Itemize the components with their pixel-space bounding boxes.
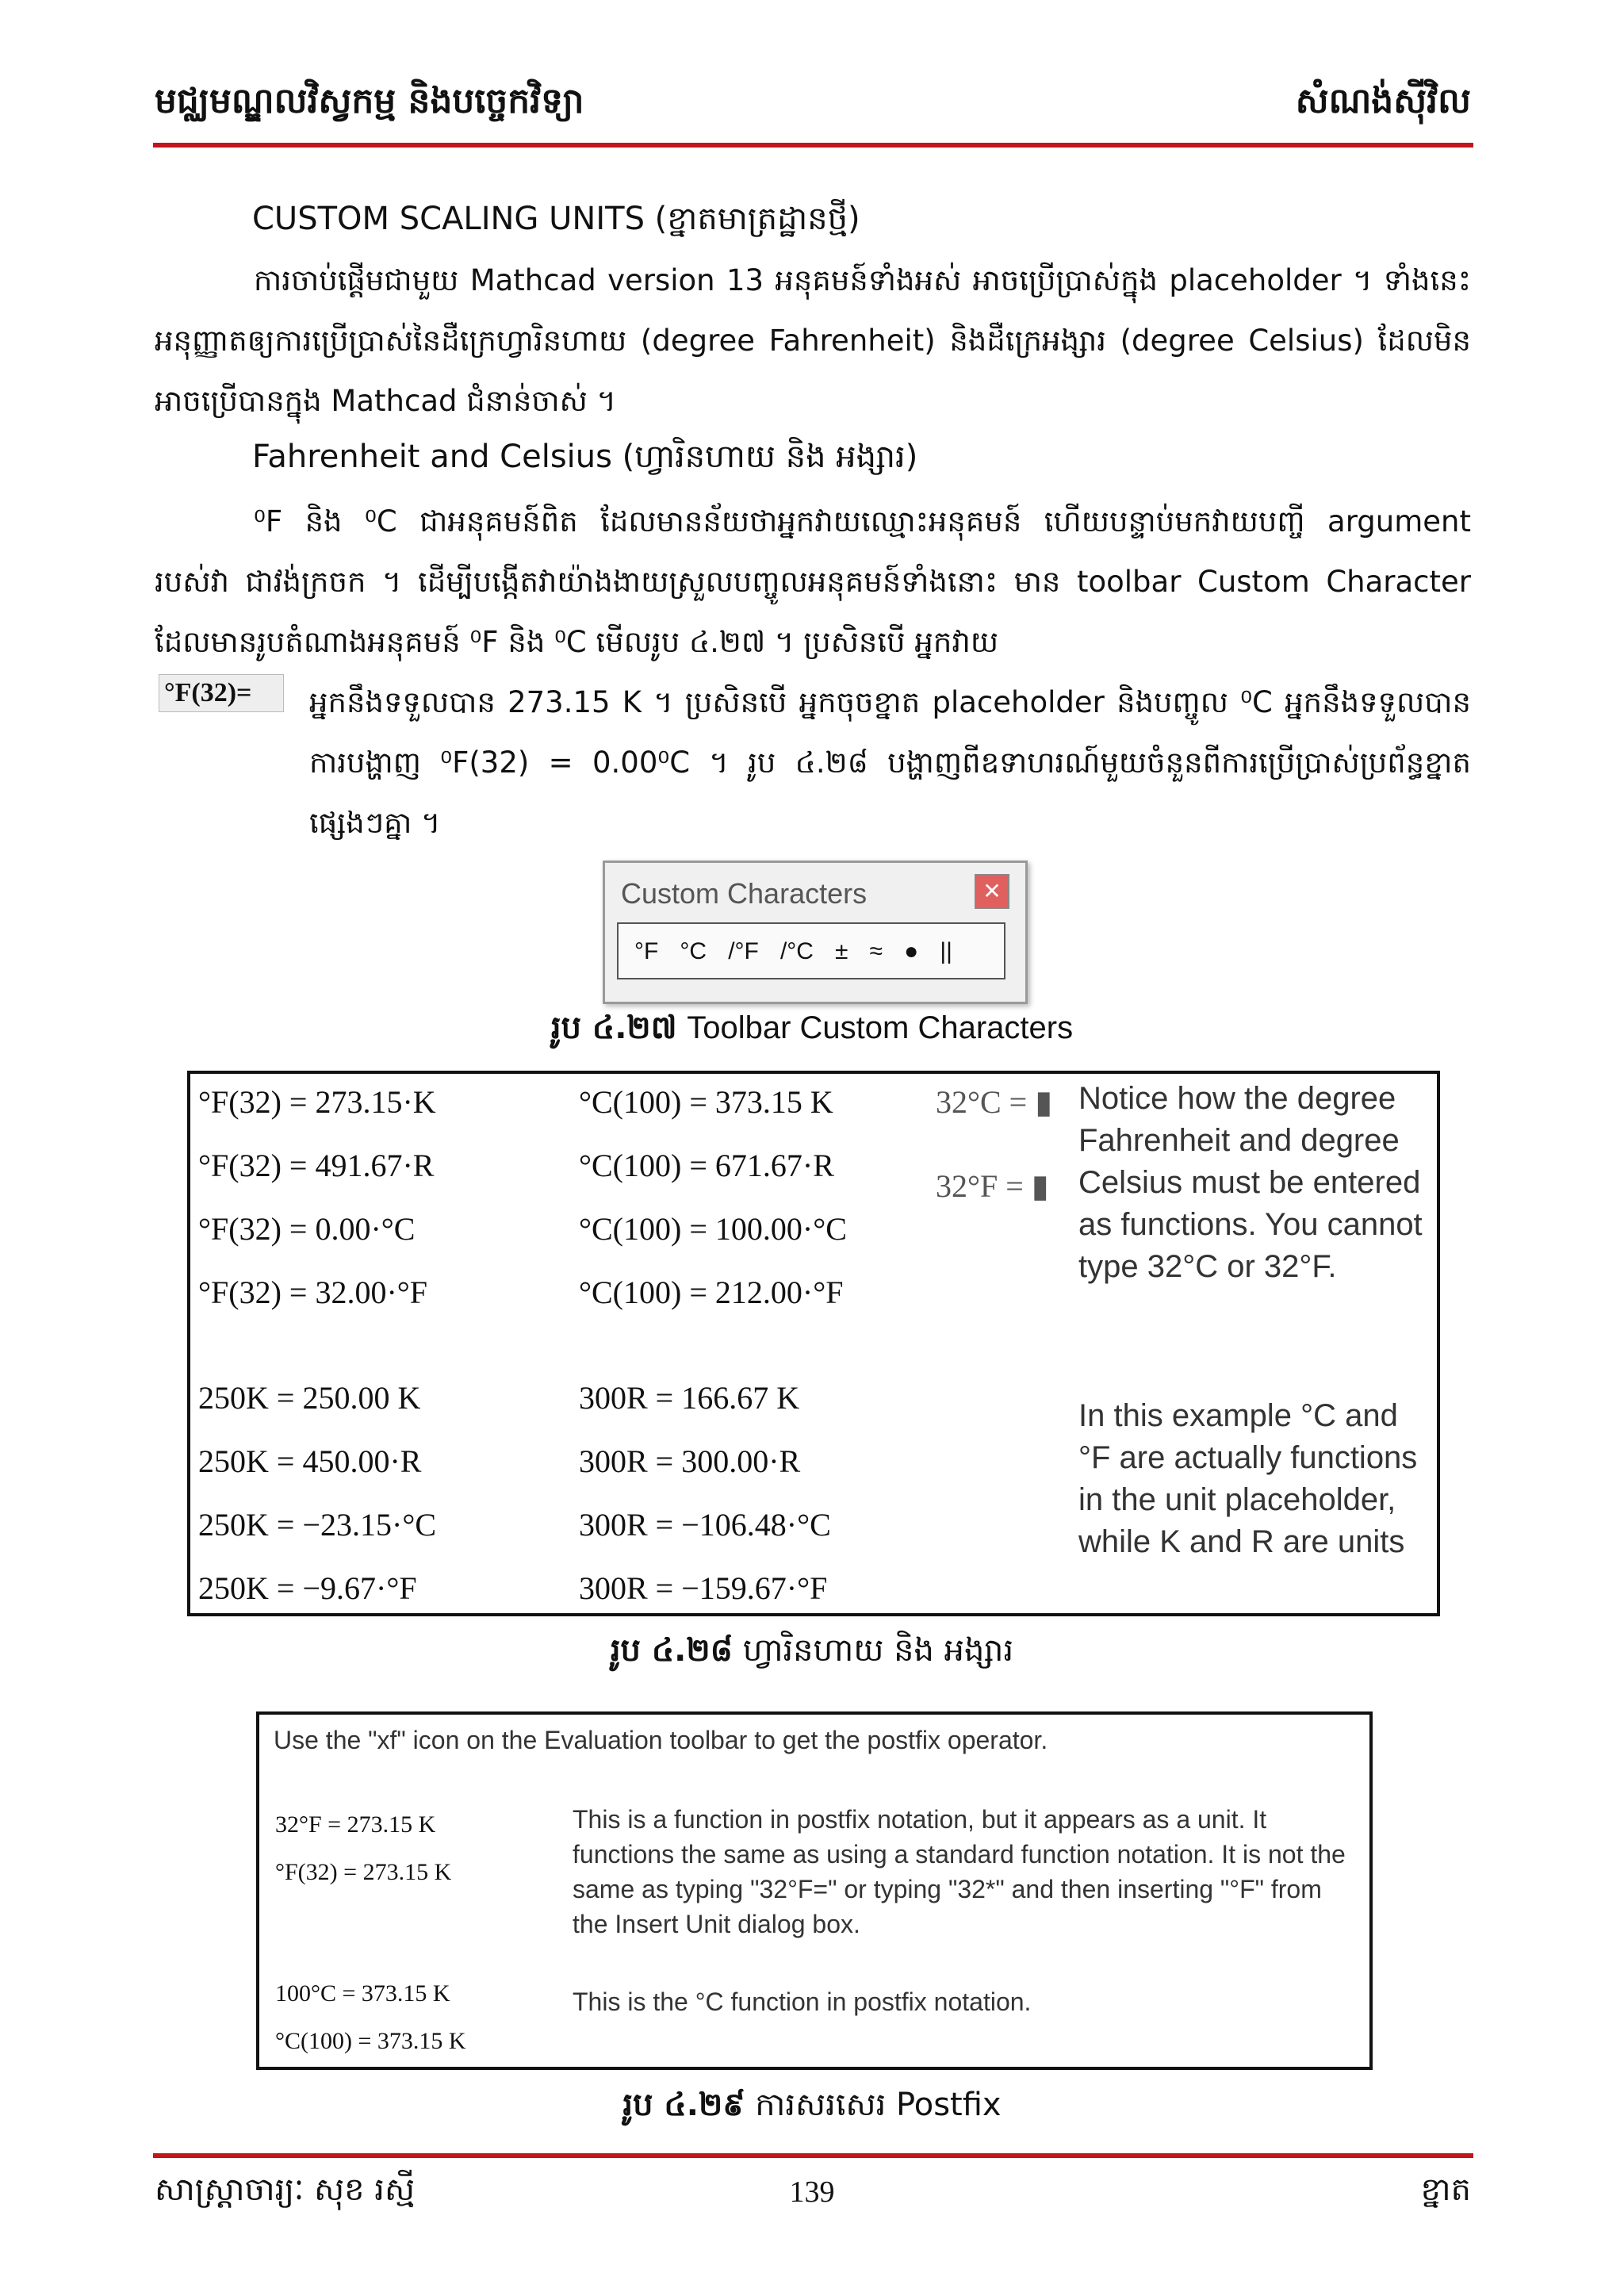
postfix-c-explanation: This is the °C function in postfix notation. [573,1987,1032,2016]
table-cell: °C(100) = 373.15 K [579,1084,833,1120]
toolbar-title: Custom Characters [621,877,868,910]
page-header-right: សំណង់ស៊ីវិល [1295,81,1471,121]
figure-title-29: ការសរសេរ Postfix [755,2087,1002,2123]
close-icon[interactable]: ✕ [975,874,1009,909]
table-cell: 250K = −9.67·°F [198,1570,417,1606]
function-equation: °F(32) = 273.15 K [275,1859,452,1885]
figure-title-28: ហ្វារិនហាយ និង អង្សារ [742,1632,1014,1669]
inline-expression-image: °F(32)= [159,674,284,712]
figure-number-28: រូប ៤.២៨ [610,1632,733,1669]
per-degree-c-button[interactable]: /°C [779,938,814,964]
figure-title-27: Toolbar Custom Characters [687,1010,1074,1045]
table-cell: °F(32) = 32.00·°F [198,1274,428,1310]
table-cell: °F(32) = 0.00·°C [198,1211,416,1247]
footer-author: សាស្ត្រាចារ្យៈ សុខ រស្មី [155,2171,416,2208]
toolbar-button-row [617,922,1005,979]
paragraph-result: អ្នកនឹងទទួលបាន 273.15 K ។ ប្រសិនបើ អ្នកចុចខ្នាត placeholder និងបញ្ចូល ⁰C អ្នកនឹងទទួលបានការបង្ហាញ ⁰F(32) = 0.00⁰C ។ រូប ៤.២៨ បង្ហាញពីឧទាហរណ៍មួយចំនួនពីការប្រើប្រាស់ប្រព័ន្ធខ្នាតផ្សេងៗគ្នា ។ [309,685,1471,840]
figure-caption-28 [0,1630,1624,1677]
table-cell: 250K = −23.15·°C [198,1507,436,1543]
table-cell: 300R = −159.67·°F [579,1570,828,1606]
parallel-button[interactable]: || [940,938,952,964]
table-cell: °C(100) = 671.67·R [579,1148,834,1183]
error-example-c: 32°C = ▮ [936,1084,1053,1120]
header-rule [153,143,1473,148]
figure-number-27: រូប ៤.២៧ [550,1010,677,1046]
table-cell: 300R = −106.48·°C [579,1507,831,1543]
approx-button[interactable]: ≈ [869,938,883,964]
error-example-f: 32°F = ▮ [936,1168,1049,1204]
postfix-equation: 100°C = 373.15 K [275,1980,450,2007]
table-cell: 300R = 300.00·R [579,1443,801,1479]
postfix-explanation: This is a function in postfix notation, but it appears as a unit. It functions the same as using a standard function notation. It is not the same as typing "32°F=" or typing "32*" and then inserting "°F" from the Insert Unit dialog box. [573,1805,1346,1938]
postfix-example-box [256,1711,1373,2070]
per-degree-f-button[interactable]: /°F [728,938,759,964]
table-cell: °C(100) = 212.00·°F [579,1274,844,1310]
bullet-button[interactable]: ● [904,938,919,964]
paragraph-functions: ⁰F និង ⁰C ជាអនុគមន៍ពិត ដែលមានន័យថាអ្នកវាយឈ្មោះអនុគមន៍ ហើយបន្ទាប់មកវាយបញ្ចី argument របស់វា ជាវង់ក្រចក ។ ដើម្បីបង្កើតវាយ៉ាងងាយស្រួលបញ្ចូលអនុគមន៍ទាំងនោះ មាន toolbar Custom Character ដែលមានរូបតំណាងអនុគមន៍ ⁰F និង ⁰C មើលរូប ៤.២៧ ។ ប្រសិនបើ អ្នកវាយ [155,504,1471,659]
postfix-equation: 32°F = 273.15 K [275,1811,436,1838]
footer-rule [153,2153,1473,2158]
table-note-units: In this example °C and °F are actually functions in the unit placeholder, while K and R are units [1078,1398,1418,1559]
footer-chapter: ខ្នាត [1420,2171,1471,2208]
function-equation: °C(100) = 373.15 K [275,2028,466,2054]
degree-c-button[interactable]: °C [680,938,707,964]
postfix-intro: Use the "xf" icon on the Evaluation toolbar to get the postfix operator. [274,1726,1048,1754]
table-cell: 250K = 250.00 K [198,1380,421,1416]
plus-minus-button[interactable]: ± [835,938,848,964]
figure-caption-29 [0,2084,1624,2131]
page-number: 139 [789,2175,835,2209]
fahrenheit-celsius-table [187,1071,1440,1616]
degree-f-button[interactable]: °F [634,938,659,964]
section-heading-custom-scaling: CUSTOM SCALING UNITS (ខ្នាតមាត្រដ្ឋានថ្មី) [252,201,860,237]
figure-number-29: រូប ៤.២៩ [622,2087,745,2123]
custom-characters-toolbar [603,861,1028,1004]
figure-caption-27 [0,1007,1624,1054]
table-cell: °F(32) = 491.67·R [198,1148,435,1183]
paragraph-intro: ការចាប់ផ្តើមជាមួយ Mathcad version 13 អនុគមន៍ទាំងអស់ អាចប្រើប្រាស់ក្នុង placeholder ។ ទាំងនេះ អនុញ្ញាតឲ្យការប្រើប្រាស់នៃដឺក្រេហ្វារិនហាយ (degree Fahrenheit) និងដឺក្រេអង្សារ (degree Celsius) ដែលមិនអាចប្រើបានក្នុង Mathcad ជំនាន់ចាស់ ។ [155,263,1471,418]
table-cell: 250K = 450.00·R [198,1443,422,1479]
table-cell: 300R = 166.67 K [579,1380,800,1416]
section-heading-fahrenheit-celsius: Fahrenheit and Celsius (ហ្វារិនហាយ និង អង្សារ) [252,439,918,475]
table-cell: °F(32) = 273.15·K [198,1084,436,1120]
table-cell: °C(100) = 100.00·°C [579,1211,847,1247]
page-header-left: មជ្ឈមណ្ឌលវិស្វកម្ម និងបច្ចេកវិទ្យា [155,81,584,121]
table-note-functions: Notice how the degree Fahrenheit and degree Celsius must be entered as functions. You cannot type 32°C or 32°F. [1078,1081,1423,1284]
